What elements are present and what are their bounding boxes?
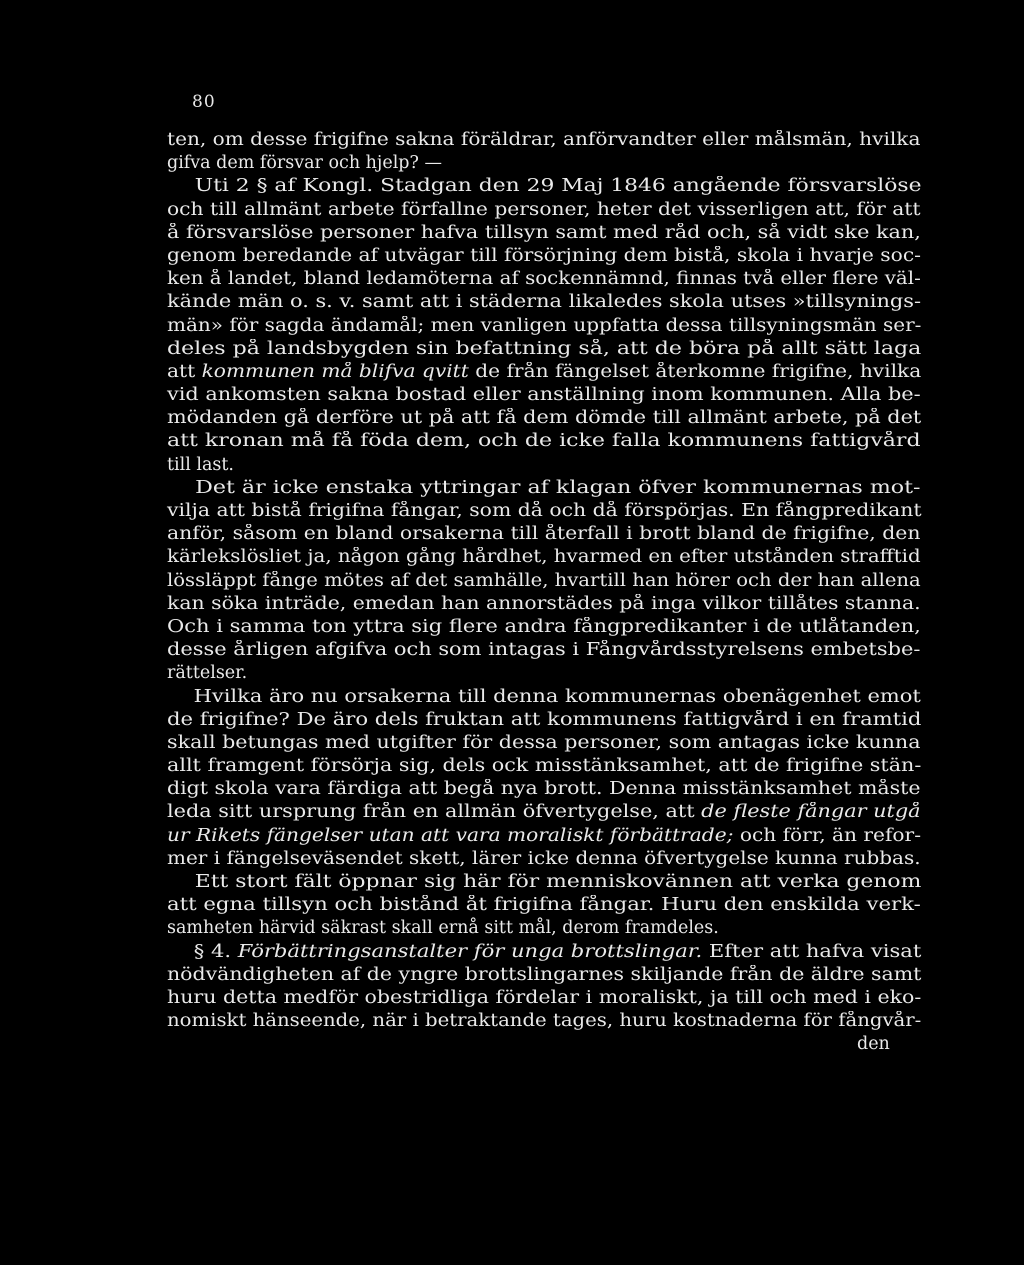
text-run: Uti 2 § af Kongl. Stadgan den 29 Maj 1846 angående försvarslöse <box>167 176 922 197</box>
text-run: att egna tillsyn och bistånd åt frigifna fångar. Huru den enskilda verk- <box>167 895 921 916</box>
text-run: ken å landet, bland ledamöterna af sockennämnd, finnas två eller flere väl- <box>167 269 921 290</box>
text-line <box>167 941 1024 964</box>
text-run: anför, såsom en bland orsakerna till återfall i brott bland de frigifne, den <box>167 524 921 545</box>
text-line <box>167 384 1024 407</box>
text-run: Efter att hafva visat <box>702 941 922 962</box>
text-line <box>167 454 921 477</box>
text-line <box>167 129 1024 152</box>
text-line <box>167 848 1024 871</box>
italic-text-run: Förbättringsanstalter för unga brottslingar. <box>237 941 703 962</box>
text-run: rättelser. <box>167 663 248 684</box>
text-line <box>167 987 1024 1010</box>
text-run: vilja att bistå frigifna fångar, som då och då förspörjas. En fångpredikant <box>167 501 922 521</box>
text-line <box>167 1033 921 1056</box>
text-run: Och i samma ton yttra sig flere andra fångpredikanter i de utlåtanden, <box>167 616 921 637</box>
text-run: gifva dem försvar och hjelp? — <box>167 153 442 174</box>
text-run: § 4. <box>167 941 238 962</box>
text-line <box>167 291 1024 314</box>
text-run: till last. <box>167 454 234 475</box>
body-text <box>167 129 921 1057</box>
text-line <box>167 500 1024 523</box>
text-line <box>167 523 1024 546</box>
text-line <box>167 338 1024 361</box>
text-run: digt skola vara färdiga att begå nya brott. Denna misstänksamhet måste <box>167 779 921 800</box>
italic-text-run: ur Rikets fängelser utan att vara moraliskt förbättrade; <box>167 825 734 846</box>
text-line <box>167 570 1010 593</box>
text-line <box>167 894 1024 917</box>
text-run: allt framgent försörja sig, dels ock misstänksamhet, att de frigifne stän- <box>167 756 922 777</box>
text-run: Hvilka äro nu orsakerna till denna kommunernas obenägenhet emot <box>167 686 921 707</box>
text-run: ten, om desse frigifne sakna föräldrar, anförvandter eller målsmän, hvilka <box>167 130 921 150</box>
text-line <box>167 245 1024 268</box>
text-line <box>167 477 1024 500</box>
text-run: mödanden gå derföre ut på att få dem dömde till allmänt arbete, på det <box>167 408 922 429</box>
text-run: genom beredande af utvägar till försörjning dem bistå, skola i hvarje soc- <box>167 245 921 266</box>
text-run: att <box>167 361 202 382</box>
page-number: 80 <box>192 92 216 112</box>
text-run: och till allmänt arbete förfallne personer, heter det visserligen att, för att <box>167 199 921 220</box>
text-line <box>167 546 1019 569</box>
text-line <box>167 361 1024 384</box>
text-run: att kronan må få föda dem, och de icke falla kommunens fattigvård <box>167 431 921 452</box>
text-run: och förr, än refor- <box>733 825 922 846</box>
text-run: kärlekslösliet ja, någon gång hårdhet, hvarmed en efter utstånden strafftid <box>167 547 921 568</box>
text-line <box>167 964 1024 987</box>
text-line <box>167 755 1024 778</box>
text-line <box>167 1010 1014 1033</box>
text-run: samheten härvid säkrast skall ernå sitt mål, derom framdeles. <box>167 918 719 939</box>
text-run: å försvarslöse personer hafva tillsyn samt med råd och, så vidt ske kan, <box>167 222 921 243</box>
text-run: vid ankomsten sakna bostad eller anställning inom kommunen. Alla be- <box>167 385 921 406</box>
text-run: deles på landsbygden sin befattning så, att de böra på allt sätt laga <box>167 338 922 359</box>
text-run: Ett stort fält öppnar sig här för menniskovännen att verka genom <box>167 872 922 892</box>
text-line <box>167 686 1024 709</box>
text-line <box>167 825 1024 848</box>
text-line <box>167 778 1024 801</box>
text-line <box>167 430 1024 453</box>
text-run: kan söka inträde, emedan han annorstädes på inga vilkor tillåtes stanna. <box>167 593 921 614</box>
text-line <box>167 917 921 940</box>
italic-text-run: de fleste fångar utgå <box>701 802 921 823</box>
text-line <box>167 639 1024 662</box>
text-line <box>167 616 1024 639</box>
text-run: leda sitt ursprung från en allmän öfvertygelse, att <box>167 802 702 823</box>
text-line <box>167 662 921 685</box>
text-line <box>167 315 1024 338</box>
text-run: kände män o. s. v. samt att i städerna likaledes skola utses »tillsynings- <box>167 292 921 313</box>
text-run: den <box>857 1034 890 1055</box>
text-line <box>167 709 1024 732</box>
text-line <box>167 593 1024 616</box>
text-run: desse årligen afgifva och som intagas i Fångvårdsstyrelsens embetsbe- <box>167 640 921 661</box>
text-run: nomiskt hänseende, när i betraktande tages, huru kostnaderna för fångvår- <box>167 1011 922 1032</box>
text-run: Det är icke enstaka yttringar af klagan öfver kommunernas mot- <box>167 477 921 498</box>
text-line <box>167 268 1021 291</box>
text-run: de från fängelset återkomne frigifne, hvilka <box>468 361 922 382</box>
text-line <box>167 407 1024 430</box>
text-run: män» för sagda ändamål; men vanligen uppfatta dessa tillsyningsmän ser- <box>167 315 922 336</box>
text-run: mer i fängelseväsendet skett, lärer icke denna öfvertygelse kunna rubbas. <box>167 848 921 869</box>
text-line <box>167 175 1024 198</box>
text-run: de frigifne? De äro dels fruktan att kommunens fattigvård i en framtid <box>167 709 922 730</box>
text-line <box>167 801 1024 824</box>
text-line <box>167 871 1024 894</box>
text-line <box>167 222 1024 245</box>
text-run: huru detta medför obestridliga fördelar i moraliskt, ja till och med i eko- <box>167 987 922 1008</box>
text-run: nödvändigheten af de yngre brottslingarnes skiljande från de äldre samt <box>167 964 922 985</box>
text-run: skall betungas med utgifter för dessa personer, som antagas icke kunna <box>167 732 921 753</box>
text-line <box>167 732 1024 755</box>
italic-text-run: kommunen må blifva qvitt <box>201 361 469 382</box>
text-line <box>167 152 921 175</box>
text-run: lössläppt fånge mötes af det samhälle, hvartill han hörer och der han allena <box>167 570 921 591</box>
text-line <box>167 199 1024 222</box>
